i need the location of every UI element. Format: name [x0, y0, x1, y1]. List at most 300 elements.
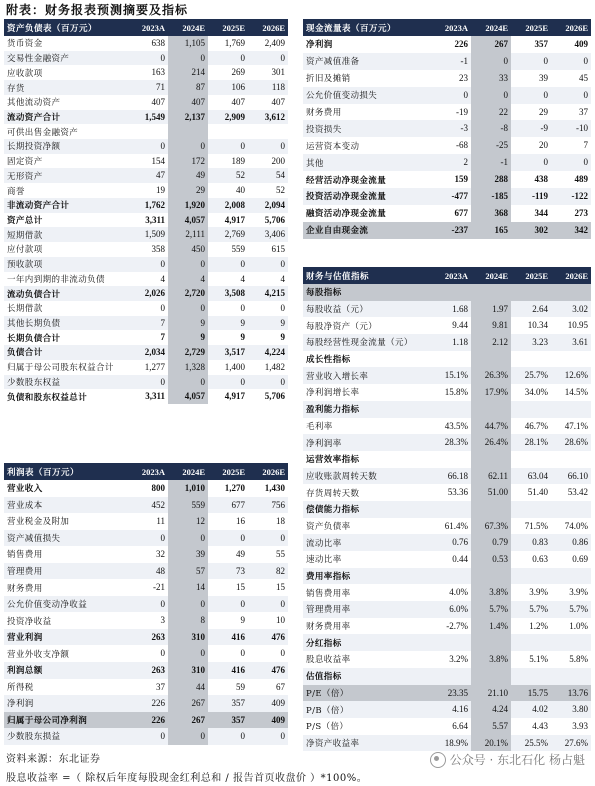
- row-value: 2,720: [168, 286, 208, 301]
- row-value: 71.5%: [524, 520, 548, 531]
- row-value: 51.00: [471, 484, 511, 501]
- table-row: [4, 375, 288, 390]
- row-label: 营业利润: [7, 633, 43, 644]
- row-value: 0: [583, 55, 588, 66]
- row-value: 0: [583, 157, 588, 168]
- row-label: 公允价值变动损失: [306, 91, 378, 102]
- wechat-icon: [430, 752, 446, 768]
- table-row: [4, 712, 288, 729]
- row-value: 4.24: [471, 701, 511, 718]
- column-header: 2025E: [222, 466, 245, 477]
- row-value: [431, 668, 471, 685]
- row-value: 0.76: [452, 537, 468, 548]
- row-value: 1.18: [452, 337, 468, 348]
- row-value: 44: [168, 679, 208, 696]
- row-value: 8: [168, 612, 208, 629]
- table-row: [4, 612, 288, 629]
- table-row: [4, 242, 288, 257]
- table-row: [303, 418, 591, 435]
- page-title: 附表：财务报表预测摘要及指标: [6, 3, 189, 17]
- table-row: [4, 124, 288, 139]
- row-value: 37: [579, 106, 588, 117]
- column-header: 2025E: [222, 22, 245, 33]
- row-value: 13.76: [567, 687, 588, 698]
- row-value: 0: [168, 728, 208, 745]
- row-value: 0: [280, 648, 285, 659]
- row-value: 0: [543, 55, 548, 66]
- table-title: 利润表（百万元）: [7, 467, 80, 478]
- row-value: 49: [168, 168, 208, 183]
- table-row: [303, 701, 591, 718]
- row-value: 43.5%: [444, 420, 468, 431]
- row-value: 0.44: [452, 554, 468, 564]
- row-value: 14: [168, 579, 208, 596]
- row-value: 5,706: [264, 391, 285, 402]
- table-row: [303, 634, 591, 651]
- row-value: 9: [240, 317, 245, 328]
- row-value: [471, 284, 511, 301]
- balance-sheet-table: [4, 19, 288, 404]
- table-row: [303, 154, 591, 171]
- row-value: 4.43: [532, 720, 548, 731]
- row-label: 速动比率: [306, 555, 342, 566]
- table-row: [4, 80, 288, 95]
- row-label: 融资活动净现金流量: [306, 209, 387, 220]
- row-label: 估值指标: [306, 672, 342, 683]
- row-value: 200: [271, 155, 285, 166]
- table-row: [303, 104, 591, 121]
- table-row: [303, 601, 591, 618]
- table-row: [4, 360, 288, 375]
- table-header: [4, 463, 288, 480]
- row-label: 预收款项: [7, 260, 43, 271]
- row-value: 39: [168, 546, 208, 563]
- row-value: 1,549: [144, 111, 165, 122]
- row-value: 21.10: [471, 685, 511, 702]
- row-value: 438: [534, 174, 548, 185]
- column-header: 2025E: [525, 22, 548, 33]
- row-value: 3,517: [224, 347, 245, 358]
- table-row: [4, 168, 288, 183]
- row-value: 3,311: [145, 391, 165, 402]
- row-label: 费用率指标: [306, 572, 351, 583]
- row-label: 其他流动资产: [7, 98, 61, 109]
- row-value: 302: [534, 224, 548, 235]
- row-value: 165: [471, 222, 511, 239]
- table-row: [4, 497, 288, 514]
- row-label: 存货: [7, 83, 25, 94]
- row-value: 189: [231, 155, 245, 166]
- row-value: 0: [168, 375, 208, 390]
- row-label: 盈利能力指标: [306, 405, 360, 416]
- table-row: [4, 36, 288, 51]
- table-header: [303, 19, 591, 36]
- table-row: [303, 351, 591, 368]
- row-label: 净利润增长率: [306, 388, 360, 399]
- row-value: 357: [231, 698, 245, 709]
- row-label: 财务费用: [7, 583, 43, 594]
- row-label: 财务费用率: [306, 622, 351, 633]
- row-value: 7: [160, 317, 165, 328]
- row-value: 4,215: [264, 288, 285, 299]
- table-row: [4, 198, 288, 213]
- row-value: 20.1%: [471, 735, 511, 752]
- table-title: 财务与估值指标: [306, 271, 370, 282]
- row-value: 5.7%: [569, 604, 588, 615]
- row-value: [208, 124, 248, 139]
- row-value: 10: [276, 615, 285, 626]
- row-value: 2,026: [144, 288, 165, 299]
- row-label: 营业收入: [7, 484, 43, 495]
- row-label: 利润总额: [7, 666, 43, 677]
- row-value: 67: [276, 681, 285, 692]
- table-row: [4, 183, 288, 198]
- row-value: 310: [168, 629, 208, 646]
- row-value: 0: [240, 598, 245, 609]
- row-label: 短期借款: [7, 230, 43, 241]
- row-value: 452: [151, 499, 165, 510]
- row-value: 0.69: [572, 554, 588, 564]
- column-header: 2026E: [565, 270, 588, 281]
- row-value: 0: [543, 157, 548, 168]
- row-value: 0: [160, 141, 165, 152]
- row-value: 368: [471, 205, 511, 222]
- row-value: 4,224: [264, 347, 285, 358]
- row-value: 3,406: [264, 229, 285, 240]
- row-value: [511, 634, 551, 651]
- row-value: 3.9%: [569, 587, 588, 598]
- row-value: 12.6%: [564, 370, 588, 381]
- row-value: 342: [574, 224, 588, 235]
- table-row: [4, 51, 288, 66]
- row-value: 1,328: [168, 360, 208, 375]
- row-value: 1,769: [224, 38, 245, 48]
- row-value: 0: [463, 89, 468, 100]
- row-value: 0: [240, 52, 245, 63]
- column-header: 2023A: [141, 22, 165, 33]
- row-label: 投资损失: [306, 124, 342, 135]
- row-value: 1.97: [471, 301, 511, 318]
- row-value: 49: [236, 549, 245, 560]
- row-value: 2,111: [168, 227, 208, 242]
- row-value: 9: [168, 330, 208, 345]
- row-label: 流动比率: [306, 538, 342, 549]
- row-value: 2,409: [264, 38, 285, 48]
- row-value: 20: [539, 140, 548, 151]
- row-label: 其他: [306, 158, 324, 169]
- row-value: 16: [236, 516, 245, 527]
- row-value: 29: [539, 106, 548, 117]
- row-value: -21: [153, 582, 165, 593]
- row-value: 74.0%: [564, 520, 588, 531]
- row-value: 267: [168, 712, 208, 729]
- row-value: [471, 568, 511, 585]
- row-label: 归属于母公司股东权益合计: [7, 363, 114, 374]
- row-value: 4.02: [532, 704, 548, 715]
- table-row: [4, 213, 288, 228]
- row-value: 2,008: [224, 199, 245, 210]
- row-value: -477: [451, 191, 468, 202]
- column-header: 2023A: [444, 270, 468, 281]
- row-value: 47.1%: [564, 420, 588, 431]
- row-value: 1,270: [224, 483, 245, 493]
- row-value: 4,057: [168, 389, 208, 404]
- row-label: 应收款项: [7, 68, 43, 79]
- row-value: 4,917: [224, 391, 245, 402]
- table-row: [303, 518, 591, 535]
- table-row: [4, 139, 288, 154]
- row-label: 每股收益（元）: [306, 305, 369, 316]
- row-value: 3.02: [572, 303, 588, 314]
- row-label: 资产总计: [7, 215, 43, 226]
- row-label: 营业税金及附加: [7, 517, 70, 528]
- row-value: 357: [534, 39, 548, 49]
- row-value: [551, 284, 591, 301]
- table-row: [4, 695, 288, 712]
- row-label: 一年内到期的非流动负债: [7, 274, 105, 285]
- row-label: 投资净收益: [7, 616, 52, 627]
- row-value: 358: [151, 244, 165, 255]
- row-value: 7: [583, 140, 588, 151]
- row-label: 商誉: [7, 186, 25, 197]
- row-value: 756: [271, 499, 285, 510]
- row-label: 应收账款周转天数: [306, 471, 378, 482]
- table-row: [303, 120, 591, 137]
- row-value: [431, 351, 471, 368]
- table-row: [4, 345, 288, 360]
- row-value: 267: [471, 36, 511, 53]
- row-value: 3.80: [572, 704, 588, 715]
- row-value: 0: [240, 532, 245, 543]
- row-value: 15.8%: [444, 387, 468, 398]
- row-value: [551, 634, 591, 651]
- row-value: 39: [539, 72, 548, 83]
- row-value: 357: [231, 714, 245, 725]
- row-value: 1.0%: [569, 620, 588, 631]
- row-value: 71: [156, 82, 165, 93]
- dividend-yield-note: 股息收益率 =（ 除权后年度每股现金红利总和 / 报告首页收盘价 ）*100%。: [6, 773, 368, 784]
- row-value: 54: [276, 170, 285, 181]
- row-label: 资产减值准备: [306, 57, 360, 68]
- row-label: 管理费用率: [306, 605, 351, 616]
- row-value: 23: [459, 72, 468, 83]
- row-value: [551, 501, 591, 518]
- row-value: 1,430: [264, 483, 285, 493]
- row-value: 1,920: [168, 198, 208, 213]
- table-row: [303, 367, 591, 384]
- row-value: 172: [168, 154, 208, 169]
- row-value: 4,057: [168, 213, 208, 228]
- row-value: 0: [168, 530, 208, 547]
- table-row: [303, 384, 591, 401]
- table-row: [4, 513, 288, 530]
- row-value: 9: [280, 332, 285, 343]
- row-value: 344: [534, 207, 548, 218]
- row-value: [551, 668, 591, 685]
- watermark: [430, 751, 585, 768]
- row-value: 0: [168, 257, 208, 272]
- table-row: [4, 530, 288, 547]
- table-row: [4, 286, 288, 301]
- row-value: [128, 124, 168, 139]
- row-value: 476: [271, 631, 285, 642]
- table-row: [4, 563, 288, 580]
- row-value: 0: [160, 598, 165, 609]
- row-label: 应付款项: [7, 245, 43, 256]
- row-value: 2: [463, 157, 468, 168]
- row-value: 559: [168, 497, 208, 514]
- row-value: 18: [276, 516, 285, 527]
- table-row: [4, 154, 288, 169]
- table-row: [303, 735, 591, 752]
- row-value: [431, 568, 471, 585]
- row-value: 407: [271, 96, 285, 107]
- row-value: 15.1%: [444, 370, 468, 381]
- row-value: 47: [156, 170, 165, 181]
- row-value: 46.7%: [524, 420, 548, 431]
- column-header: 2024E: [168, 23, 208, 33]
- row-value: 0: [280, 731, 285, 742]
- column-header: 2025E: [525, 270, 548, 281]
- row-label: P/E（倍）: [306, 688, 349, 699]
- row-value: 0: [280, 532, 285, 543]
- row-value: 6.64: [452, 720, 468, 731]
- row-value: 559: [231, 244, 245, 255]
- table-row: [303, 568, 591, 585]
- row-value: 23.35: [447, 687, 468, 698]
- row-value: [511, 451, 551, 468]
- row-value: 0: [543, 89, 548, 100]
- row-label: 资产负债率: [306, 521, 351, 532]
- table-title: 现金流量表（百万元）: [306, 23, 397, 34]
- row-value: 45: [579, 72, 588, 83]
- row-label: 货币资金: [7, 39, 43, 50]
- row-label: 管理费用: [7, 567, 43, 577]
- row-value: 0.63: [532, 554, 548, 564]
- row-value: 5.57: [471, 718, 511, 735]
- row-value: 4.0%: [449, 587, 468, 598]
- row-value: 15.75: [527, 687, 548, 698]
- row-label: 少数股东权益: [7, 377, 61, 388]
- row-label: 净利润率: [306, 438, 342, 449]
- table-row: [4, 95, 288, 110]
- row-value: 0: [240, 141, 245, 152]
- row-value: 0: [471, 87, 511, 104]
- row-value: 0: [160, 376, 165, 387]
- row-label: 每股经营性现金流量（元）: [306, 338, 413, 349]
- row-value: 4.16: [452, 704, 468, 715]
- row-value: 2,909: [224, 111, 245, 122]
- row-value: [471, 501, 511, 518]
- row-value: 0.83: [532, 537, 548, 548]
- row-value: 0: [168, 51, 208, 66]
- row-value: 638: [151, 38, 165, 48]
- row-value: [511, 401, 551, 418]
- row-value: 0: [280, 302, 285, 313]
- row-value: 0: [280, 376, 285, 387]
- row-label: 可供出售金融资产: [7, 127, 79, 138]
- column-header: 2024E: [168, 467, 208, 477]
- source-note: 资料来源：东北证券: [6, 754, 101, 765]
- row-value: 3,311: [145, 214, 165, 225]
- table-row: [303, 284, 591, 301]
- row-value: 29: [168, 183, 208, 198]
- row-label: 其他长期负债: [7, 319, 61, 330]
- row-value: 10.95: [567, 320, 588, 331]
- row-value: 0: [280, 598, 285, 609]
- row-value: 82: [276, 565, 285, 576]
- row-value: 19: [156, 185, 165, 196]
- table-row: [303, 301, 591, 318]
- table-row: [4, 65, 288, 80]
- row-value: 263: [151, 665, 165, 676]
- table-row: [4, 389, 288, 404]
- row-label: 营业收入增长率: [306, 371, 369, 382]
- row-value: 28.1%: [524, 437, 548, 448]
- row-label: 每股净资产（元）: [306, 321, 378, 332]
- table-row: [303, 87, 591, 104]
- financial-ratios-table: [303, 267, 591, 751]
- table-row: [303, 534, 591, 551]
- row-value: 9: [280, 317, 285, 328]
- row-value: 273: [574, 207, 588, 218]
- row-label: 股息收益率: [306, 655, 351, 666]
- row-value: 800: [151, 483, 165, 493]
- row-value: -68: [456, 140, 468, 151]
- row-value: 48: [156, 565, 165, 576]
- row-label: 运营效率指标: [306, 455, 360, 466]
- row-value: 1.68: [452, 303, 468, 314]
- row-value: 2,769: [224, 229, 245, 240]
- table-row: [303, 53, 591, 70]
- row-value: [248, 124, 288, 139]
- table-row: [303, 317, 591, 334]
- table-row: [4, 480, 288, 497]
- row-value: 407: [168, 95, 208, 110]
- row-label: 存货周转天数: [306, 488, 360, 499]
- income-statement-table: [4, 463, 288, 745]
- row-value: [511, 568, 551, 585]
- row-label: 公允价值变动净收益: [7, 600, 88, 611]
- table-row: [303, 718, 591, 735]
- row-value: 409: [574, 39, 588, 49]
- row-value: 9.81: [471, 317, 511, 334]
- row-label: P/B（倍）: [306, 705, 349, 716]
- table-row: [303, 668, 591, 685]
- table-row: [4, 728, 288, 745]
- row-value: 12: [168, 513, 208, 530]
- row-value: 3.9%: [529, 587, 548, 598]
- row-label: 无形资产: [7, 171, 43, 182]
- row-label: 财务费用: [306, 108, 342, 118]
- row-value: 25.5%: [524, 737, 548, 748]
- column-header: 2024E: [471, 23, 511, 33]
- row-value: 159: [454, 174, 468, 185]
- row-value: 4: [240, 273, 245, 284]
- row-value: 1.2%: [529, 620, 548, 631]
- row-label: 少数股东损益: [7, 732, 61, 743]
- row-value: 0: [240, 376, 245, 387]
- row-label: 长期负债合计: [7, 333, 61, 344]
- watermark-text: 公众号 · 东北石化 杨占魁: [449, 753, 585, 767]
- row-value: 2,729: [168, 345, 208, 360]
- row-value: [551, 351, 591, 368]
- row-value: -1: [471, 154, 511, 171]
- table-row: [303, 468, 591, 485]
- row-value: -185: [471, 188, 511, 205]
- table-row: [303, 188, 591, 205]
- row-value: 0: [240, 648, 245, 659]
